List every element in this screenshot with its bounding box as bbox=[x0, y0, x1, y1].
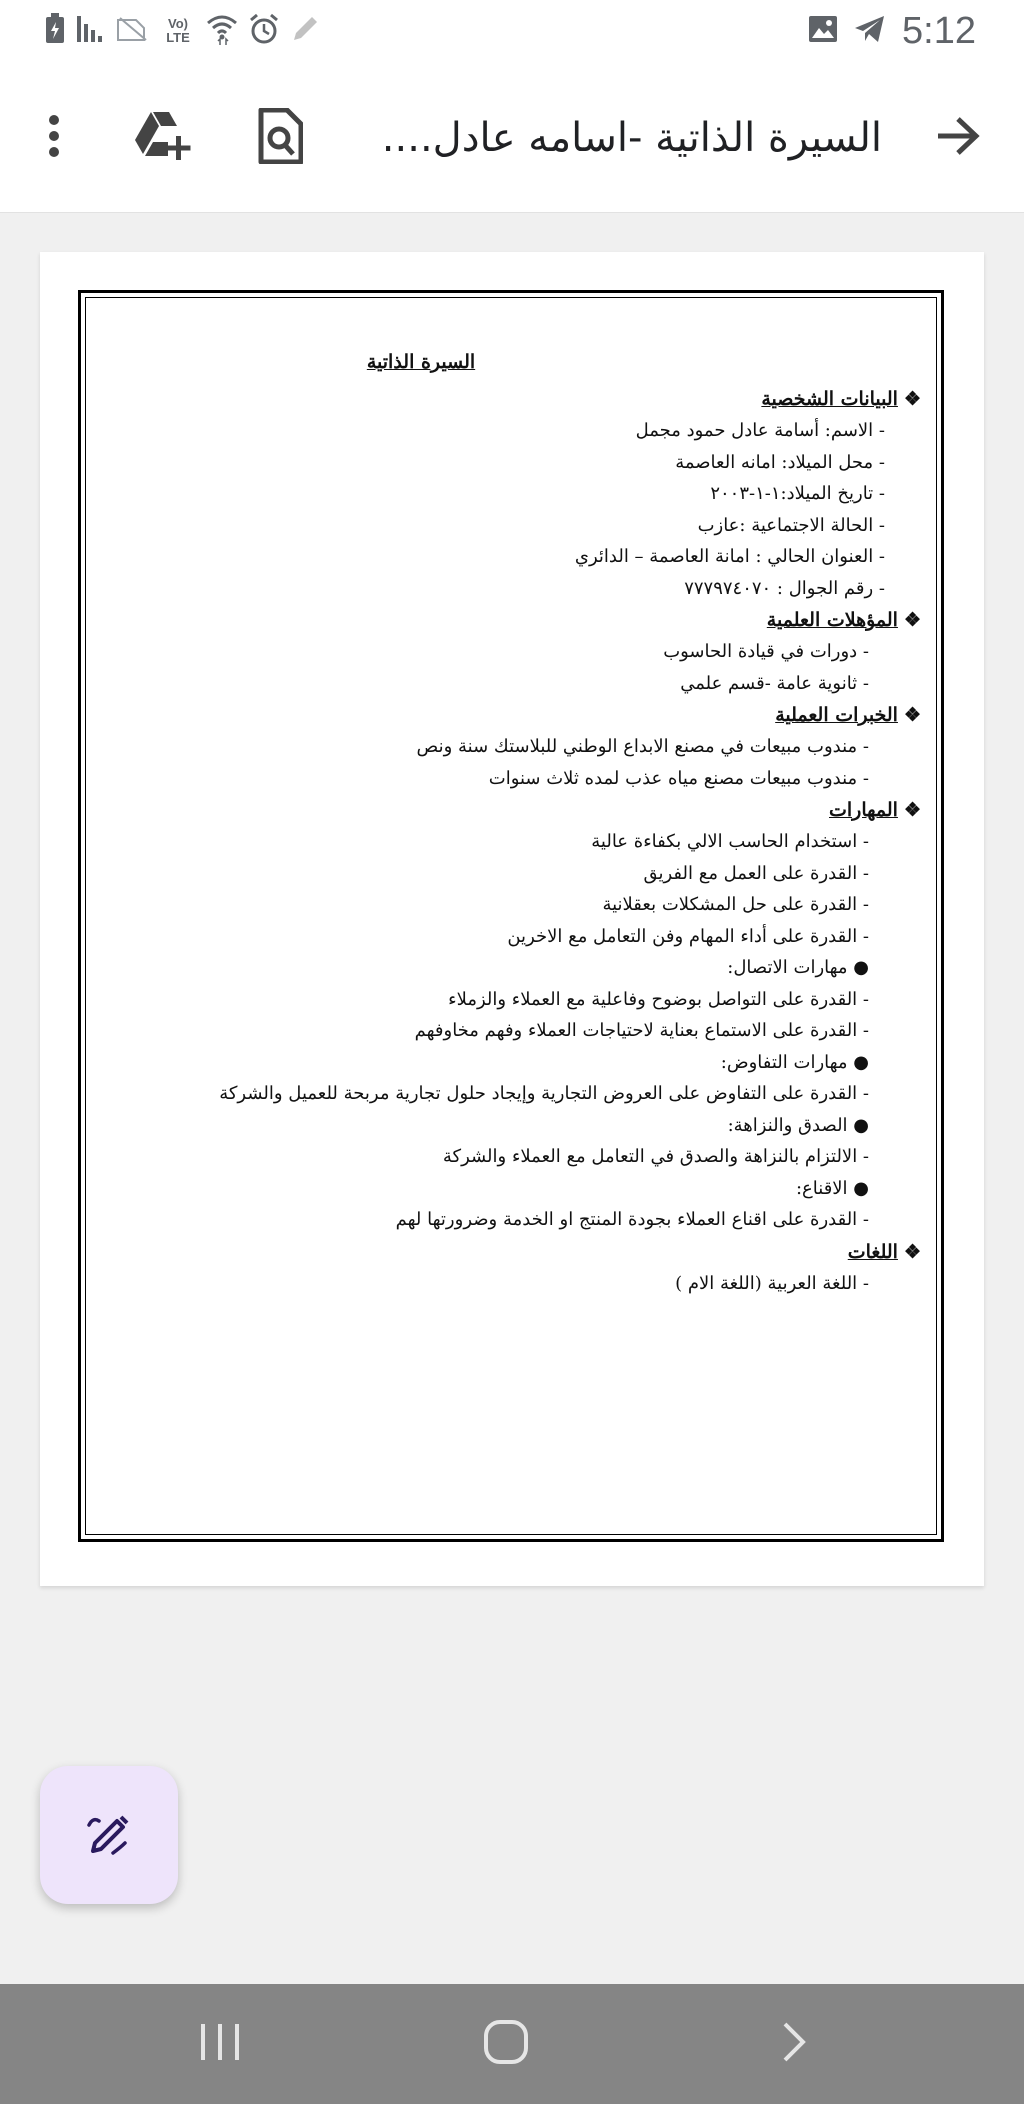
list-item: - القدرة على التواصل بوضوح وفاعلية مع العملاء والزملاء bbox=[448, 988, 869, 1010]
list-item: - الالتزام بالنزاهة والصدق في التعامل مع العملاء والشركة bbox=[442, 1146, 869, 1167]
list-item: - رقم الجوال : ٧٧٧٩٧٤٠٧٠ bbox=[684, 577, 885, 599]
volte-label: Vo) LTE bbox=[166, 16, 190, 45]
list-item: - الاسم: أسامة عادل حمود مجمل bbox=[635, 420, 885, 441]
home-icon bbox=[482, 2018, 530, 2070]
list-item: - دورات في قيادة الحاسوب bbox=[663, 641, 869, 662]
find-in-document-button[interactable] bbox=[244, 100, 316, 176]
battery-saver-icon bbox=[44, 13, 66, 49]
section-heading-personal: ❖البيانات الشخصية bbox=[121, 383, 921, 415]
list-item: - القدرة على أداء المهام وفن التعامل مع الاخرين bbox=[507, 925, 869, 947]
telegram-icon bbox=[854, 14, 886, 48]
list-item: - القدرة على العمل مع الفريق bbox=[643, 862, 869, 884]
list-item: - القدرة على التفاوض على العروض التجارية وإيجاد حلول تجارية مربحة للعميل والشركة bbox=[219, 1083, 869, 1104]
diamond-bullet-icon: ❖ bbox=[903, 799, 921, 821]
diamond-bullet-icon: ❖ bbox=[903, 609, 921, 631]
add-to-drive-icon bbox=[132, 110, 192, 166]
cv-title: السيرة الذاتية bbox=[366, 351, 476, 373]
page-border bbox=[78, 290, 944, 1542]
edit-icon bbox=[83, 1807, 135, 1863]
status-icons-left bbox=[44, 12, 320, 50]
list-item: - القدرة على حل المشكلات بعقلانية bbox=[602, 894, 869, 915]
list-item: ● مهارات الاتصال: bbox=[727, 957, 869, 978]
list-item: ● مهارات التفاوض: bbox=[720, 1051, 869, 1073]
list-item: - تاريخ الميلاد:١-١-٢٠٠٣ bbox=[710, 483, 885, 504]
list-item: - استخدام الحاسب الالي بكفاءة عالية bbox=[591, 831, 869, 852]
document-title: السيرة الذاتية -اسامه عادل.... bbox=[381, 115, 882, 161]
diamond-bullet-icon: ❖ bbox=[903, 388, 921, 410]
section-heading-languages: ❖اللغات bbox=[121, 1236, 921, 1268]
back-button[interactable] bbox=[920, 100, 996, 176]
document-content bbox=[121, 341, 921, 1299]
find-in-page-icon bbox=[257, 108, 303, 168]
add-to-drive-button[interactable] bbox=[124, 100, 200, 176]
list-item: - مندوب مبيعات في مصنع الابداع الوطني للبلاستك سنة ونص bbox=[416, 736, 869, 757]
diamond-bullet-icon: ❖ bbox=[903, 704, 921, 726]
list-item: - الحالة الاجتماعية :عازب bbox=[697, 514, 885, 536]
alarm-icon bbox=[248, 13, 280, 49]
recent-apps-icon bbox=[197, 2022, 243, 2066]
more-options-button[interactable] bbox=[34, 100, 74, 176]
pen-icon bbox=[290, 14, 320, 48]
signal-bars-icon bbox=[76, 14, 106, 48]
recent-apps-button[interactable] bbox=[190, 2014, 250, 2074]
home-button[interactable] bbox=[476, 2014, 536, 2074]
document-page[interactable] bbox=[40, 252, 984, 1586]
list-item: - القدرة على الاستماع بعناية لاحتياجات العملاء وفهم مخاوفهم bbox=[414, 1020, 869, 1041]
list-item: - محل الميلاد: امانه العاصمة bbox=[675, 451, 885, 473]
app-bar bbox=[0, 62, 1024, 213]
clock: 5:12 bbox=[902, 9, 976, 52]
diamond-bullet-icon: ❖ bbox=[903, 1240, 921, 1263]
list-item: ● الصدق والنزاهة: bbox=[727, 1114, 869, 1136]
back-nav-button[interactable] bbox=[764, 2014, 824, 2074]
chevron-right-icon bbox=[779, 2020, 809, 2068]
edit-fab-button[interactable] bbox=[40, 1766, 178, 1904]
list-item: - العنوان الحالي : امانة العاصمة – الدائري bbox=[574, 546, 885, 567]
wifi-icon bbox=[206, 13, 238, 49]
list-item: ● الاقناع: bbox=[795, 1177, 869, 1199]
status-bar bbox=[0, 0, 1024, 62]
more-vert-icon bbox=[46, 114, 62, 162]
navigation-bar bbox=[0, 1984, 1024, 2104]
list-item: - القدرة على اقناع العملاء بجودة المنتج او الخدمة وضرورتها لهم bbox=[395, 1209, 869, 1230]
list-item: - مندوب مبيعات مصنع مياه عذب لمده ثلاث سنوات bbox=[488, 767, 869, 789]
image-notification-icon bbox=[808, 15, 838, 47]
section-heading-experience: ❖الخبرات العملية bbox=[121, 699, 921, 731]
no-sim-icon bbox=[116, 16, 150, 46]
section-heading-qualifications: ❖المؤهلات العلمية bbox=[121, 604, 921, 636]
arrow-right-icon bbox=[936, 116, 980, 160]
list-item: - ثانوية عامة -قسم علمي bbox=[680, 672, 869, 694]
section-heading-skills: ❖المهارات bbox=[121, 794, 921, 826]
status-icons-right bbox=[808, 6, 976, 56]
list-item: - اللغة العربية (اللغة الام ) bbox=[675, 1272, 869, 1294]
